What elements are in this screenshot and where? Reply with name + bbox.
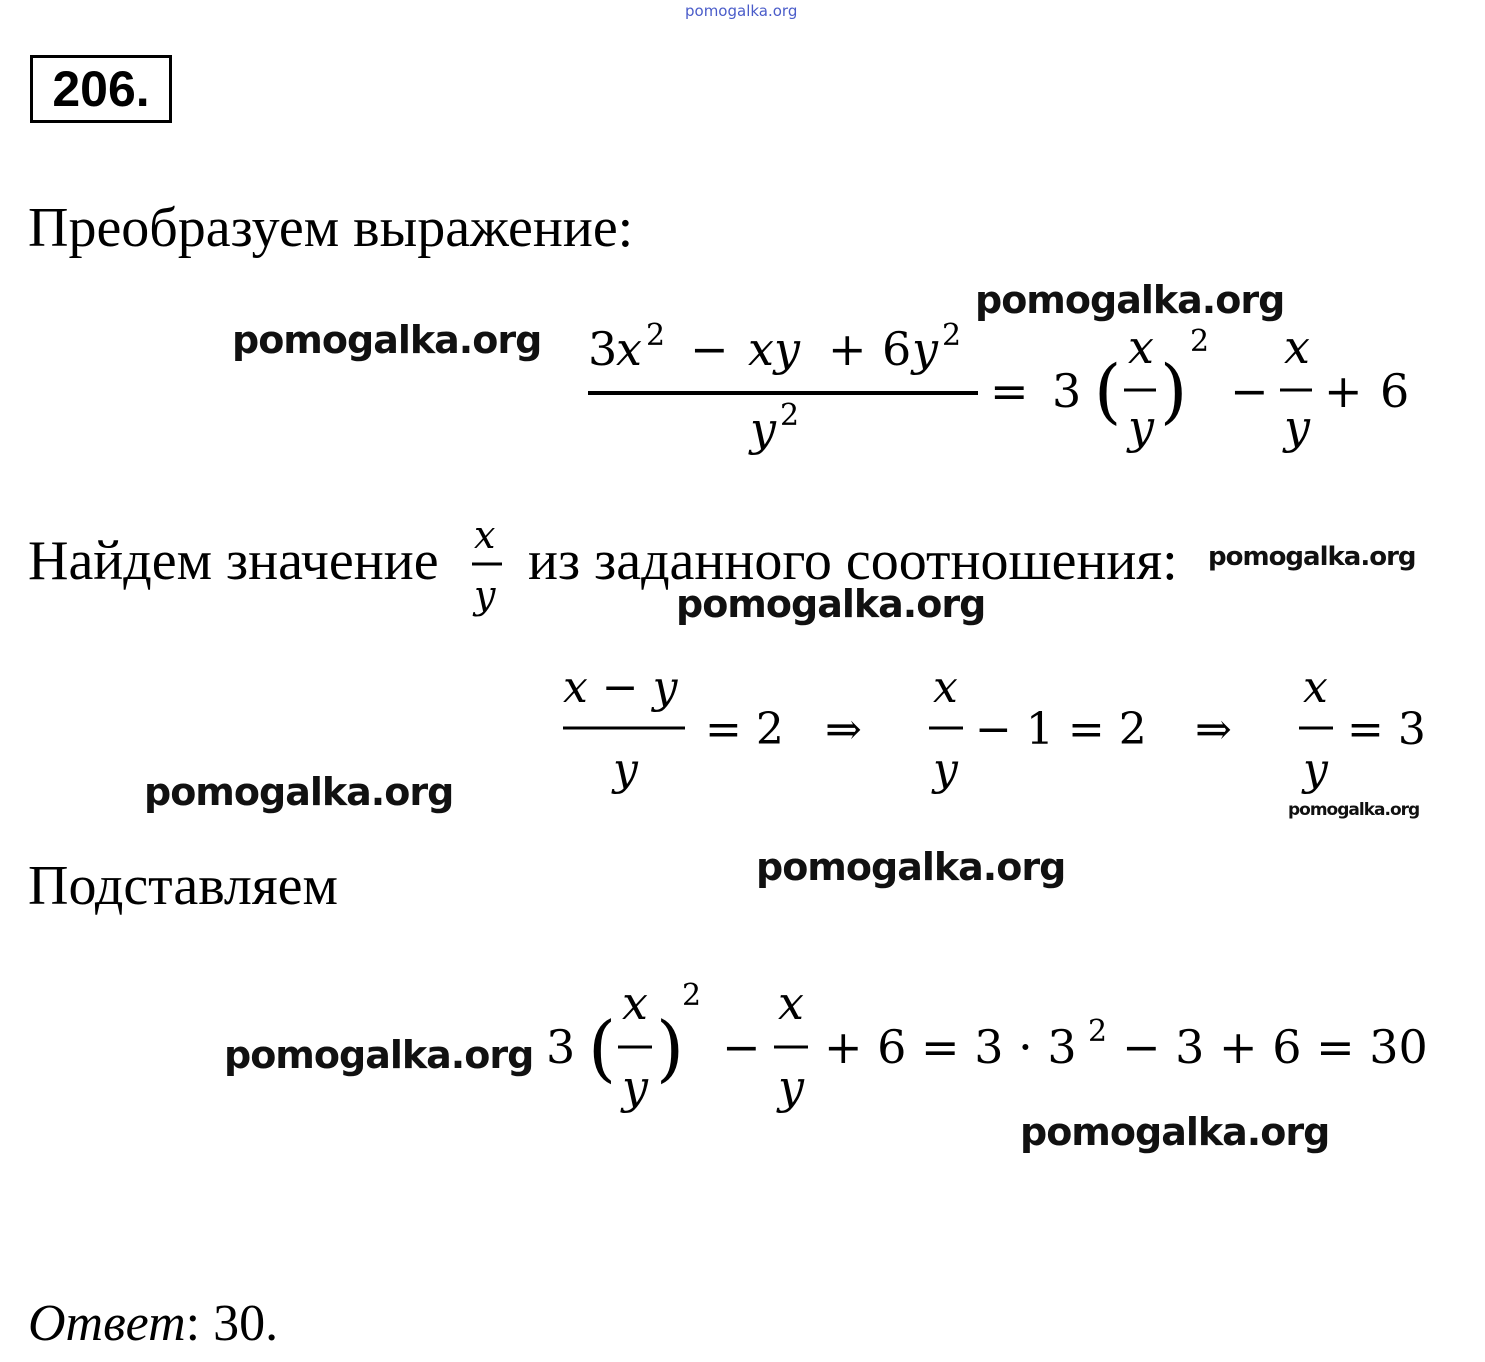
watermark: pomogalka.org — [232, 318, 542, 362]
text-line-substitute: Подставляем — [28, 855, 338, 917]
svg-text:6: 6 — [882, 322, 912, 376]
svg-text:x: x — [616, 322, 642, 376]
text-find-value-before: Найдем значение — [28, 530, 439, 592]
watermark: pomogalka.org — [1020, 1110, 1330, 1154]
text-line-find-value — [28, 530, 439, 592]
top-watermark: pomogalka.org — [685, 2, 798, 20]
svg-text:x − y: x − y — [563, 662, 678, 713]
svg-text:x: x — [778, 976, 804, 1030]
problem-number: 206. — [30, 55, 172, 123]
svg-text:y: y — [622, 1060, 648, 1114]
svg-text:(: ( — [1094, 350, 1122, 432]
watermark: pomogalka.org — [975, 278, 1285, 322]
svg-text:−: − — [690, 322, 729, 376]
svg-text:⇒: ⇒ — [825, 704, 862, 755]
svg-text:2: 2 — [682, 978, 702, 1013]
svg-text:+: + — [828, 322, 867, 376]
svg-text:− 1 = 2: − 1 = 2 — [975, 704, 1147, 755]
watermark: pomogalka.org — [144, 770, 454, 814]
svg-text:2: 2 — [1190, 324, 1210, 359]
svg-text:y: y — [1284, 400, 1310, 454]
svg-text:y: y — [1303, 744, 1328, 795]
answer — [28, 1295, 279, 1352]
svg-text:y: y — [778, 1060, 804, 1114]
svg-text:3: 3 — [588, 322, 618, 376]
svg-text:xy: xy — [748, 322, 800, 376]
svg-text:= 2: = 2 — [705, 704, 784, 755]
svg-text:): ) — [1160, 350, 1188, 432]
svg-text:y: y — [613, 744, 638, 795]
text-find-value-after: из заданного соотношения: — [528, 530, 1178, 592]
svg-text:(: ( — [588, 1006, 617, 1090]
svg-text:−: − — [722, 1020, 761, 1074]
svg-text:2: 2 — [1088, 1014, 1108, 1049]
watermark: pomogalka.org — [224, 1033, 534, 1077]
watermark: pomogalka.org — [1208, 542, 1416, 572]
svg-text:2: 2 — [780, 398, 800, 433]
svg-text:y: y — [1128, 400, 1154, 454]
svg-text:3: 3 — [546, 1020, 576, 1074]
svg-text:x: x — [1284, 320, 1310, 374]
svg-text:x: x — [622, 976, 648, 1030]
watermark: pomogalka.org — [756, 845, 1066, 889]
answer-label: Ответ — [28, 1295, 186, 1352]
svg-text:=: = — [990, 364, 1029, 418]
svg-text:x: x — [474, 513, 496, 557]
svg-text:y: y — [474, 573, 496, 617]
svg-text:+ 6 = 3 · 3: + 6 = 3 · 3 — [824, 1020, 1077, 1074]
svg-text:x: x — [1303, 662, 1328, 713]
text-line-transform: Преобразуем выражение: — [28, 197, 634, 259]
formula-substitution — [540, 975, 1470, 1125]
svg-text:y: y — [750, 402, 776, 456]
watermark: pomogalka.org — [676, 582, 986, 626]
svg-text:): ) — [656, 1006, 685, 1090]
answer-value: : 30. — [185, 1295, 279, 1352]
svg-text:y: y — [912, 322, 938, 376]
svg-text:x: x — [1128, 320, 1154, 374]
watermark: pomogalka.org — [1288, 800, 1420, 820]
svg-text:3: 3 — [1052, 364, 1082, 418]
svg-text:− 3 + 6 = 30: − 3 + 6 = 30 — [1122, 1020, 1428, 1074]
svg-text:6: 6 — [1380, 364, 1410, 418]
svg-text:2: 2 — [646, 318, 666, 353]
svg-text:⇒: ⇒ — [1195, 704, 1232, 755]
svg-text:x: x — [933, 662, 958, 713]
svg-text:y: y — [933, 744, 958, 795]
svg-text:+: + — [1324, 364, 1363, 418]
svg-text:−: − — [1230, 364, 1269, 418]
formula-transform — [580, 315, 1440, 475]
formula-ratio — [555, 660, 1455, 800]
formula-transform-numerator — [588, 318, 961, 376]
inline-fraction-x-over-y — [468, 510, 508, 620]
svg-text:2: 2 — [942, 318, 962, 353]
svg-text:= 3: = 3 — [1347, 704, 1426, 755]
